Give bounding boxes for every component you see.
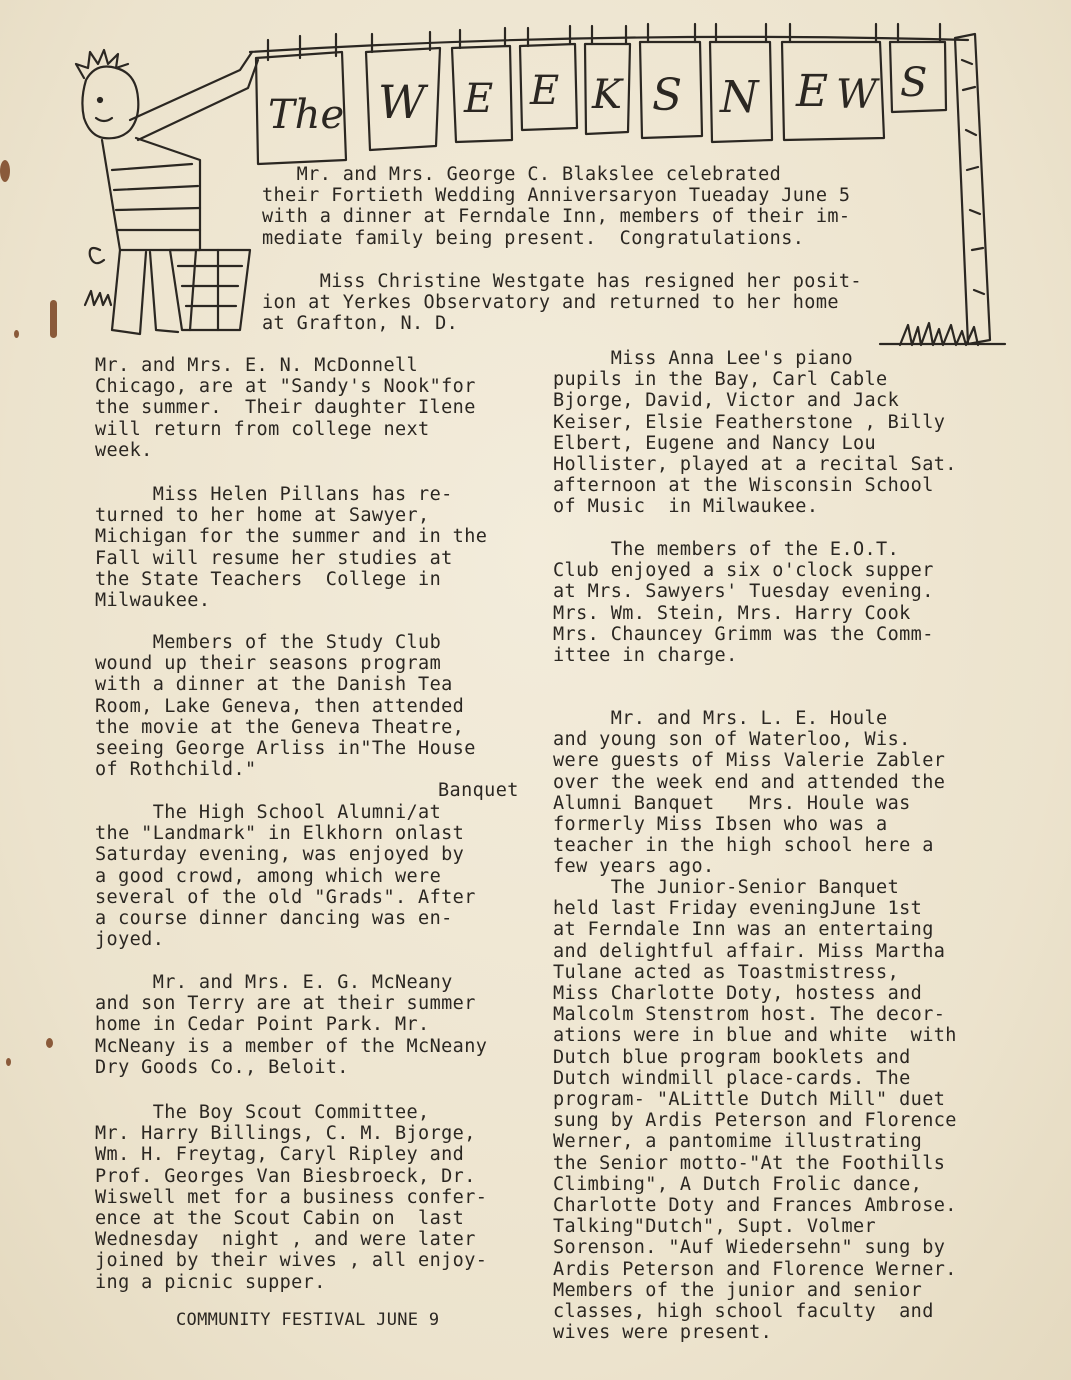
text-line: formerly Miss Ibsen who was a (553, 814, 888, 836)
article-blakslee (262, 164, 850, 249)
text-line: Miss Anna Lee's piano (553, 348, 853, 369)
text-line: Members of the Study Club (95, 632, 442, 653)
article-piano-recital (553, 348, 957, 518)
text-line: Prof. Georges Van Biesbroeck, Dr. (95, 1165, 476, 1187)
text-line: mediate family being present. Congratulations. (262, 227, 805, 249)
masthead-letter: E (464, 76, 494, 122)
text-line: their Fortieth Wedding Anniversaryon Tueaday June 5 (262, 185, 851, 207)
text-line: The Junior-Senior Banquet (553, 877, 900, 898)
article-pillans (95, 484, 487, 611)
text-line: at Mrs. Sawyers' Tuesday evening. (553, 581, 934, 603)
text-line: of Rothchild." (95, 759, 257, 781)
article-study-club (95, 632, 476, 780)
text-line: Fall will resume her studies at (95, 547, 453, 569)
text-line: the Senior motto-"At the Foothills (553, 1152, 946, 1174)
masthead-letter: E (796, 66, 829, 117)
text-line: few years ago. (553, 856, 715, 878)
text-line: at Ferndale Inn was an entertaing (553, 919, 934, 941)
text-line: The High School Alumni/at (95, 802, 442, 823)
masthead-letter: S (900, 60, 928, 106)
text-line: a good crowd, among which were (95, 865, 442, 887)
article-boy-scouts (95, 1102, 487, 1293)
text-line: and delightful affair. Miss Martha (553, 940, 946, 962)
text-line: over the week end and attended the (553, 771, 946, 793)
text-line: with a dinner at the Danish Tea (95, 674, 453, 696)
inserted-word-banquet: Banquet (438, 780, 519, 801)
text-line: Michigan for the summer and in the (95, 526, 488, 548)
text-line: Hollister, played at a recital Sat. (553, 454, 957, 476)
text-line: Malcolm Stenstrom host. The decor- (553, 1004, 946, 1026)
masthead-letter: N (720, 72, 759, 123)
margin-mark (46, 1038, 53, 1048)
article-mcdonnell (95, 355, 476, 461)
text-line: Charlotte Doty and Frances Ambrose. (553, 1195, 957, 1217)
text-line: Mr. and Mrs. E. N. McDonnell (95, 355, 419, 376)
text-line: ion at Yerkes Observatory and returned to her home (262, 292, 839, 314)
text-line: week. (95, 439, 153, 461)
masthead-letter: S (652, 70, 683, 121)
text-line: Chicago, are at "Sandy's Nook"for (95, 376, 476, 398)
text-line: wives were present. (553, 1322, 773, 1344)
text-line: The Boy Scout Committee, (95, 1102, 430, 1123)
text-line: Dutch windmill place-cards. The (553, 1067, 911, 1089)
text-line: Werner, a pantomime illustrating (553, 1131, 923, 1153)
text-line: The members of the E.O.T. (553, 539, 900, 560)
text-line: held last Friday eveningJune 1st (553, 898, 923, 920)
text-line: ing a picnic supper. (95, 1271, 326, 1293)
article-junior-senior-banquet (553, 877, 957, 1343)
article-eot-club (553, 539, 934, 666)
text-line: Wiswell met for a business confer- (95, 1186, 488, 1208)
text-line: program- "ALittle Dutch Mill" duet (553, 1089, 946, 1111)
masthead-letter: K (592, 72, 622, 118)
text-line: Mr. and Mrs. L. E. Houle (553, 708, 888, 729)
text-line: Mr. and Mrs. E. G. McNeany (95, 972, 453, 993)
masthead-the: The (268, 92, 345, 138)
text-line: joined by their wives , all enjoy- (95, 1250, 488, 1272)
text-line: the "Landmark" in Elkhorn onlast (95, 823, 465, 845)
article-mcneany (95, 972, 487, 1078)
margin-mark (0, 160, 10, 182)
text-line: Miss Charlotte Doty, hostess and (553, 983, 923, 1005)
text-line: Club enjoyed a six o'clock supper (553, 560, 934, 582)
text-line: pupils in the Bay, Carl Cable (553, 369, 888, 391)
text-line: joyed. (95, 929, 165, 951)
text-line: Talking"Dutch", Supt. Volmer (553, 1216, 877, 1238)
text-line: turned to her home at Sawyer, (95, 505, 430, 527)
text-line: with a dinner at Ferndale Inn, members of their im- (262, 206, 851, 228)
text-line: and young son of Waterloo, Wis. (553, 729, 911, 751)
text-line: of Music in Milwaukee. (553, 496, 819, 518)
text-line: Mr. Harry Billings, C. M. Bjorge, (95, 1123, 476, 1145)
text-line: Mrs. Wm. Stein, Mrs. Harry Cook (553, 602, 911, 624)
text-line: Dutch blue program booklets and (553, 1046, 911, 1068)
text-line: home in Cedar Point Park. Mr. (95, 1014, 430, 1036)
text-line: a course dinner dancing was en- (95, 908, 453, 930)
community-festival-note: COMMUNITY FESTIVAL JUNE 9 (176, 1310, 440, 1330)
text-line: the summer. Their daughter Ilene (95, 397, 476, 419)
text-line: the movie at the Geneva Theatre, (95, 716, 465, 738)
text-line: Climbing", A Dutch Frolic dance, (553, 1173, 923, 1195)
text-line: Wednesday night , and were later (95, 1229, 476, 1251)
text-line: wound up their seasons program (95, 653, 442, 675)
text-line: Miss Helen Pillans has re- (95, 484, 453, 505)
text-line: were guests of Miss Valerie Zabler (553, 750, 946, 772)
text-line: sung by Ardis Peterson and Florence (553, 1110, 957, 1132)
text-line: ittee in charge. (553, 645, 738, 667)
text-line: Miss Christine Westgate has resigned her posit- (262, 271, 862, 292)
text-line: Mrs. Chauncey Grimm was the Comm- (553, 623, 934, 645)
text-line: McNeany is a member of the McNeany (95, 1035, 488, 1057)
text-line: seeing George Arliss in"The House (95, 738, 476, 760)
text-line: Wm. H. Freytag, Caryl Ripley and (95, 1144, 465, 1166)
text-line: Mr. and Mrs. George C. Blakslee celebrated (262, 164, 782, 185)
text-line: ations were in blue and white with (553, 1025, 957, 1047)
text-line: Tulane acted as Toastmistress, (553, 961, 900, 983)
text-line: and son Terry are at their summer (95, 993, 476, 1015)
text-line: will return from college next (95, 418, 430, 440)
text-line: Dry Goods Co., Beloit. (95, 1056, 349, 1078)
text-line: at Grafton, N. D. (262, 313, 459, 335)
text-line: afternoon at the Wisconsin School (553, 475, 934, 497)
masthead-letter: W (836, 72, 878, 118)
article-houle (553, 708, 945, 878)
masthead-letter: W (378, 75, 426, 129)
text-line: Room, Lake Geneva, then attended (95, 695, 465, 717)
text-line: Members of the junior and senior (553, 1279, 923, 1301)
article-alumni-banquet (95, 802, 476, 950)
text-line: Sorenson. "Auf Wiedersehn" sung by (553, 1237, 946, 1259)
margin-mark (14, 330, 19, 338)
text-line: Bjorge, David, Victor and Jack (553, 390, 900, 412)
text-line: the State Teachers College in (95, 568, 442, 590)
text-line: Alumni Banquet Mrs. Houle was (553, 792, 911, 814)
text-line: Keiser, Elsie Featherstone , Billy (553, 411, 946, 433)
text-line: classes, high school faculty and (553, 1301, 934, 1323)
article-westgate (262, 271, 862, 335)
margin-mark (50, 300, 57, 338)
text-line: teacher in the high school here a (553, 835, 934, 857)
text-line: several of the old "Grads". After (95, 886, 476, 908)
text-line: Ardis Peterson and Florence Werner. (553, 1258, 957, 1280)
masthead-letter: E (530, 68, 560, 114)
text-line: Elbert, Eugene and Nancy Lou (553, 432, 877, 454)
text-line: ence at the Scout Cabin on last (95, 1208, 465, 1230)
text-line: Milwaukee. (95, 590, 211, 612)
margin-mark (6, 1058, 11, 1066)
text-line: Saturday evening, was enjoyed by (95, 844, 465, 866)
